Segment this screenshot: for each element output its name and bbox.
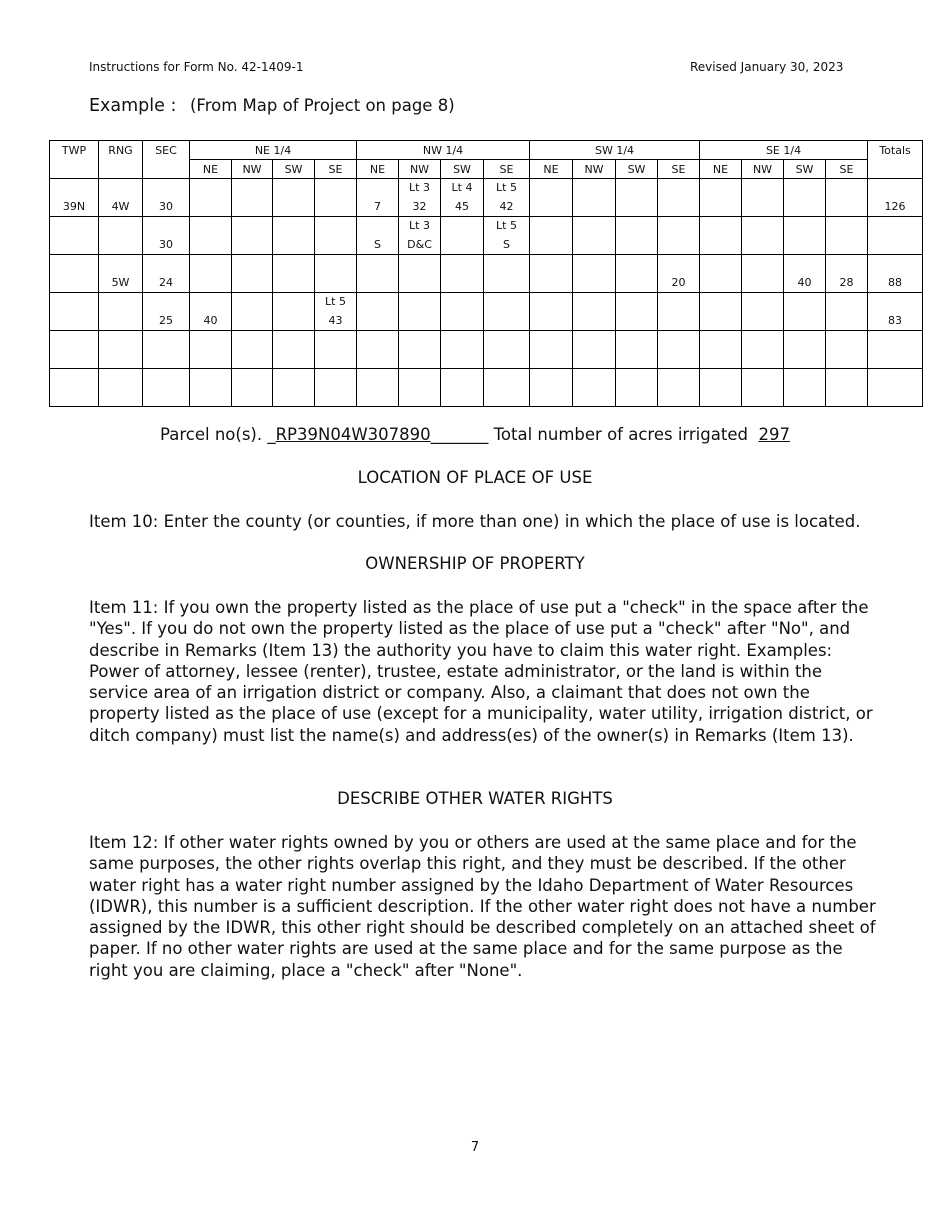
table-row [50,179,923,217]
cell-value: Lt 3 32 [409,181,430,213]
table-cell [190,255,232,293]
ownership-section-title: OWNERSHIP OF PROPERTY [365,554,585,573]
table-cell [143,217,190,255]
table-cell [190,217,232,255]
cell-value [484,293,529,330]
table-cell [616,217,658,255]
table-cell [530,369,573,407]
table-cell [573,293,616,331]
cell-value: Lt 5 43 [325,295,346,327]
location-section-title: LOCATION OF PLACE OF USE [357,468,593,487]
cell-value [868,331,922,368]
table-cell [742,255,784,293]
table-cell [700,331,742,369]
cell-value: 25 [159,314,173,327]
cell-value [573,217,615,254]
table-cell [357,217,399,255]
revision-date-header: Revised January 30, 2023 [690,60,844,74]
cell-value [315,331,356,368]
col-header-totals: Totals [868,141,923,179]
table-cell [50,331,99,369]
table-cell [616,331,658,369]
col-header-rng: RNG [99,141,143,179]
cell-value [315,369,356,406]
cell-value: 24 [159,276,173,289]
subcol-header-nw: NW [573,160,616,179]
cell-value [616,369,657,406]
subcol-header-ne: NE [530,160,573,179]
cell-value [484,331,529,368]
table-cell [232,369,273,407]
table-cell [190,293,232,331]
parcel-label: Parcel no(s). _ [160,425,276,444]
table-cell [190,369,232,407]
table-cell [784,255,826,293]
table-cell [399,331,441,369]
cell-value [315,255,356,292]
cell-value: 40 [797,276,812,289]
table-cell [616,255,658,293]
cell-value [357,293,398,330]
table-cell [50,217,99,255]
cell-value: Lt 5 S [496,219,517,251]
col-header-sec: SEC [143,141,190,179]
cell-value [616,217,657,254]
cell-value [573,293,615,330]
table-cell [658,217,700,255]
table-cell [273,293,315,331]
cell-value [484,369,529,406]
table-cell [573,217,616,255]
table-cell [530,255,573,293]
cell-value [273,179,314,216]
table-cell [530,293,573,331]
cell-value [190,369,231,406]
cell-value: S [374,238,381,251]
item-10-text: Item 10: Enter the county (or counties, if more than one) in which the place of use is located. [89,512,861,531]
cell-value [826,179,867,216]
cell-value: 5W [111,276,130,289]
cell-value: Lt 3 D&C [407,219,432,251]
table-cell [484,293,530,331]
table-cell [700,369,742,407]
cell-value [232,217,272,254]
table-cell [357,369,399,407]
table-cell [399,255,441,293]
cell-value [484,255,529,292]
table-cell [784,293,826,331]
cell-value [826,369,867,406]
acres-value: 297 [758,425,790,444]
cell-value [530,369,572,406]
cell-value: Lt 5 42 [496,181,517,213]
table-cell [441,331,484,369]
cell-value [50,217,98,254]
cell-value [616,255,657,292]
table-cell [190,179,232,217]
cell-value [742,179,783,216]
table-cell [616,293,658,331]
table-cell [143,369,190,407]
cell-value [357,255,398,292]
page-number: 7 [470,1140,480,1155]
table-row [50,331,923,369]
item-11-text: Item 11: If you own the property listed as the place of use put a "check" in the space after the "Yes". If you do not own the property listed as the place of use put a "check" after "No", and describe in Remarks (Item 13) the authority you have to claim this water right. Examples: Power of attorney, lessee (renter), trustee, estate administrator, or the land is within the service area of an irrigation district or company. Also, a claimant that does not own the property listed as the place of use (except for a municipality, water utility, irrigation district, or ditch company) must list the name(s) and address(es) of the owner(s) in Remarks (Item 13). [89,598,873,745]
cell-value [742,369,783,406]
table-cell [658,293,700,331]
group-header-se: SE 1/4 [700,141,868,160]
table-cell [232,255,273,293]
table-cell [484,255,530,293]
table-cell [826,217,868,255]
cell-value [658,179,699,216]
table-cell [143,293,190,331]
cell-value [273,293,314,330]
table-cell [399,293,441,331]
cell-value [530,331,572,368]
cell-value [232,331,272,368]
cell-value [441,369,483,406]
cell-value: 20 [671,276,686,289]
table-cell [573,369,616,407]
table-cell [99,217,143,255]
table-cell [530,217,573,255]
table-cell [700,293,742,331]
subcol-header-ne: NE [190,160,232,179]
cell-value [399,255,440,292]
table-cell [99,369,143,407]
cell-value [616,293,657,330]
cell-value [99,331,142,368]
table-cell [826,331,868,369]
cell-value [573,255,615,292]
cell-value: Lt 4 45 [451,181,473,213]
subcol-header-nw: NW [742,160,784,179]
cell-value [742,293,783,330]
table-cell [868,331,923,369]
table-cell [616,179,658,217]
table-cell [143,255,190,293]
table-cell [315,369,357,407]
table-cell [868,255,923,293]
cell-value [50,331,98,368]
cell-value [190,179,231,216]
table-cell [700,255,742,293]
cell-value [742,255,783,292]
table-cell [273,369,315,407]
cell-value [784,179,825,216]
table-cell [99,331,143,369]
table-cell [441,369,484,407]
parcel-line [0,425,950,444]
table-cell [232,179,273,217]
table-cell [190,331,232,369]
table-row [50,255,923,293]
table-cell [826,293,868,331]
subcol-header-sw: SW [273,160,315,179]
cell-value [700,293,741,330]
cell-value: 4W [111,200,130,213]
group-header-nw: NW 1/4 [357,141,530,160]
table-cell [784,217,826,255]
table-cell [441,293,484,331]
table-cell [826,369,868,407]
acres-label: Total number of acres irrigated [488,425,754,444]
cell-value: 28 [839,276,854,289]
example-label: Example : [89,96,177,116]
cell-value [50,255,98,292]
cell-value [700,179,741,216]
cell-value [658,217,699,254]
cell-value [441,331,483,368]
cell-value [868,217,922,254]
cell-value [315,179,356,216]
cell-value [700,255,741,292]
table-cell [357,255,399,293]
table-cell [616,369,658,407]
cell-value [99,293,142,330]
cell-value [273,217,314,254]
table-row [50,217,923,255]
table-cell [868,217,923,255]
table-cell [50,293,99,331]
table-cell [232,293,273,331]
cell-value [826,293,867,330]
cell-value: 7 [374,200,382,213]
table-cell [742,331,784,369]
cell-value [573,369,615,406]
other-rights-section-title: DESCRIBE OTHER WATER RIGHTS [337,789,613,808]
cell-value [742,331,783,368]
cell-value [190,217,231,254]
cell-value [530,255,572,292]
subcol-header-nw: NW [399,160,441,179]
table-cell [50,179,99,217]
cell-value [700,369,741,406]
cell-value [190,331,231,368]
cell-value [315,217,356,254]
group-header-ne: NE 1/4 [190,141,357,160]
cell-value [190,255,231,292]
cell-value [50,293,98,330]
table-cell [441,179,484,217]
cell-value [530,179,572,216]
table-cell [658,255,700,293]
cell-value [232,293,272,330]
table-cell [784,179,826,217]
cell-value [784,217,825,254]
cell-value [399,293,440,330]
subcol-header-sw: SW [784,160,826,179]
table-cell [143,331,190,369]
table-cell [50,369,99,407]
table-cell [143,179,190,217]
cell-value [658,331,699,368]
example-heading [89,96,455,116]
table-cell [399,217,441,255]
cell-value [530,217,572,254]
cell-value [742,217,783,254]
cell-value [232,255,272,292]
table-cell [658,179,700,217]
subcol-header-sw: SW [616,160,658,179]
table-cell [273,331,315,369]
subcol-header-ne: NE [357,160,399,179]
cell-value [826,331,867,368]
table-cell [826,255,868,293]
table-cell [232,331,273,369]
table-cell [700,217,742,255]
cell-value [784,293,825,330]
table-cell [784,369,826,407]
table-cell [484,331,530,369]
cell-value: 83 [888,314,903,327]
table-cell [315,179,357,217]
table-cell [868,179,923,217]
table-cell [273,255,315,293]
table-cell [441,255,484,293]
cell-value: 126 [884,200,906,213]
cell-value [700,217,741,254]
table-cell [357,293,399,331]
cell-value [143,369,189,406]
subcol-header-se: SE [826,160,868,179]
cell-value [50,369,98,406]
table-cell [315,293,357,331]
table-cell [826,179,868,217]
col-header-twp: TWP [50,141,99,179]
form-number-header: Instructions for Form No. 42-1409-1 [89,60,304,74]
cell-value [658,293,699,330]
cell-value: 40 [203,314,218,327]
table-cell [573,179,616,217]
table-cell [50,255,99,293]
table-cell [441,217,484,255]
cell-value: 39N [62,200,86,213]
cell-value [99,217,142,254]
table-cell [357,331,399,369]
table-cell [868,369,923,407]
place-of-use-table [49,140,923,407]
table-cell [232,217,273,255]
subcol-header-nw: NW [232,160,273,179]
cell-value [700,331,741,368]
table-cell [484,179,530,217]
table-row [50,293,923,331]
cell-value [441,293,483,330]
subcol-header-ne: NE [700,160,742,179]
subcol-header-se: SE [658,160,700,179]
cell-value [616,331,657,368]
cell-value [441,217,483,254]
cell-value [826,217,867,254]
cell-value [232,179,272,216]
group-header-sw: SW 1/4 [530,141,700,160]
example-subtitle: (From Map of Project on page 8) [189,96,455,115]
table-cell [273,217,315,255]
subcol-header-se: SE [484,160,530,179]
cell-value [357,331,398,368]
parcel-blank: _______ [430,425,489,444]
table-cell [530,331,573,369]
cell-value: 30 [159,238,173,251]
cell-value [357,369,398,406]
table-cell [315,255,357,293]
table-cell [742,179,784,217]
cell-value [784,369,825,406]
cell-value: 30 [159,200,173,213]
table-cell [315,217,357,255]
table-cell [868,293,923,331]
cell-value [658,369,699,406]
cell-value [273,331,314,368]
subcol-header-sw: SW [441,160,484,179]
table-cell [484,217,530,255]
table-cell [99,255,143,293]
table-cell [742,217,784,255]
table-cell [742,369,784,407]
table-cell [399,369,441,407]
table-cell [273,179,315,217]
cell-value [573,179,615,216]
table-cell [784,331,826,369]
table-cell [399,179,441,217]
parcel-number: RP39N04W307890 [275,425,431,444]
cell-value [99,369,142,406]
cell-value [784,331,825,368]
table-row [50,369,923,407]
table-cell [99,179,143,217]
table-cell [573,331,616,369]
cell-value [143,331,189,368]
cell-value [273,369,314,406]
table-cell [700,179,742,217]
cell-value [399,369,440,406]
table-cell [484,369,530,407]
table-cell [357,179,399,217]
cell-value [273,255,314,292]
cell-value [868,369,922,406]
cell-value [616,179,657,216]
table-cell [573,255,616,293]
subcol-header-se: SE [315,160,357,179]
table-cell [658,331,700,369]
cell-value [573,331,615,368]
cell-value [441,255,483,292]
table-cell [658,369,700,407]
cell-value [399,331,440,368]
cell-value [232,369,272,406]
table-cell [99,293,143,331]
table-cell [530,179,573,217]
cell-value: 88 [888,276,903,289]
cell-value [530,293,572,330]
item-12-text: Item 12: If other water rights owned by you or others are used at the same place and for the same purposes, the other rights overlap this right, and they must be described. If the other water right has a water right number assigned by the Idaho Department of Water Resources (IDWR), this number is a sufficient description. If the other water right does not have a number assigned by the IDWR, this other right should be described completely on an attached sheet of paper. If no other water rights are used at the same place and for the same purpose as the right you are claiming, place a "check" after "None". [89,833,876,980]
table-cell [742,293,784,331]
table-cell [315,331,357,369]
